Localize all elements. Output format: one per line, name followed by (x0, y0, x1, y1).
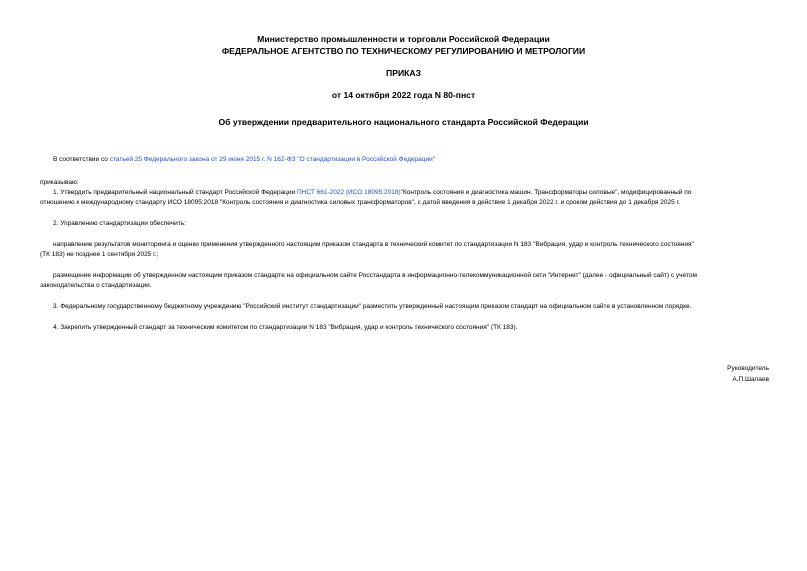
item-1-suffix: "Контроль состояния и диагностика машин. Трансформаторы силовые", модифицированный по (400, 189, 692, 196)
item-2b-line-1: размещение информации об утвержденном настоящим приказом стандарте на официальном сайте Росстандарта в информационно-телекоммуникационной сети "Интернет" (далее - официальный сайт) с учетом (53, 272, 697, 279)
document-title: Об утверждении предварительного национального стандарта Российской Федерации (218, 117, 589, 127)
basis-prefix: В соответствии со (53, 156, 110, 163)
ministry-name: Министерство промышленности и торговли Российской Федерации (257, 34, 550, 44)
basis-paragraph (53, 154, 435, 165)
order-word: приказываю: (40, 179, 79, 186)
document-date-number: от 14 октября 2022 года N 80-пнст (331, 90, 476, 100)
item-2: 2. Управлению стандартизации обеспечить: (53, 220, 186, 227)
item-2a-line-2: (ТК 183) не позднее 1 сентября 2025 г.; (40, 251, 159, 258)
document-type: ПРИКАЗ (386, 68, 421, 78)
standard-link[interactable]: ПНСТ 661-2022 (ИСО 18095:2018) (296, 189, 401, 196)
signature-position: Руководитель (727, 365, 769, 372)
item-2a-line-1: направление результатов мониторинга и оценки применения утвержденного настоящим приказом стандарта в технический комитет по стандартизации N 183 "Вибрация, удар и контроль технического состояния" (53, 241, 694, 248)
item-4: 4. Закрепить утвержденный стандарт за техническим комитетом по стандартизации N 183 "Вибрация, удар и контроль технического состояния" (ТК 183). (53, 324, 518, 331)
item-2b-line-2: законодательства о стандартизации. (40, 282, 152, 289)
item-3: 3. Федеральному государственному бюджетному учреждению "Российский институт стандартизации" разместить утвержденный настоящим приказом стандарт на официальном сайте в установленном порядке. (53, 303, 692, 310)
item-1-prefix: 1. Утвердить предварительный национальный стандарт Российской Федерации (53, 189, 297, 196)
agency-name: ФЕДЕРАЛЬНОЕ АГЕНТСТВО ПО ТЕХНИЧЕСКОМУ РЕГУЛИРОВАНИЮ И МЕТРОЛОГИИ (221, 46, 586, 56)
signature-name: А.П.Шалаев (732, 376, 769, 383)
federal-law-link[interactable]: статьей 25 Федерального закона от 29 июня 2015 г. N 162-ФЗ "О стандартизации в Российской Федерации" (109, 156, 436, 163)
item-1-line-2: отношению к международному стандарту ИСО 18095:2018 "Контроль состояния и диагностика силовых трансформаторов", с датой введения в действие 1 декабря 2022 г. и сроком действия до 1 декабря 2025 г. (40, 199, 680, 206)
